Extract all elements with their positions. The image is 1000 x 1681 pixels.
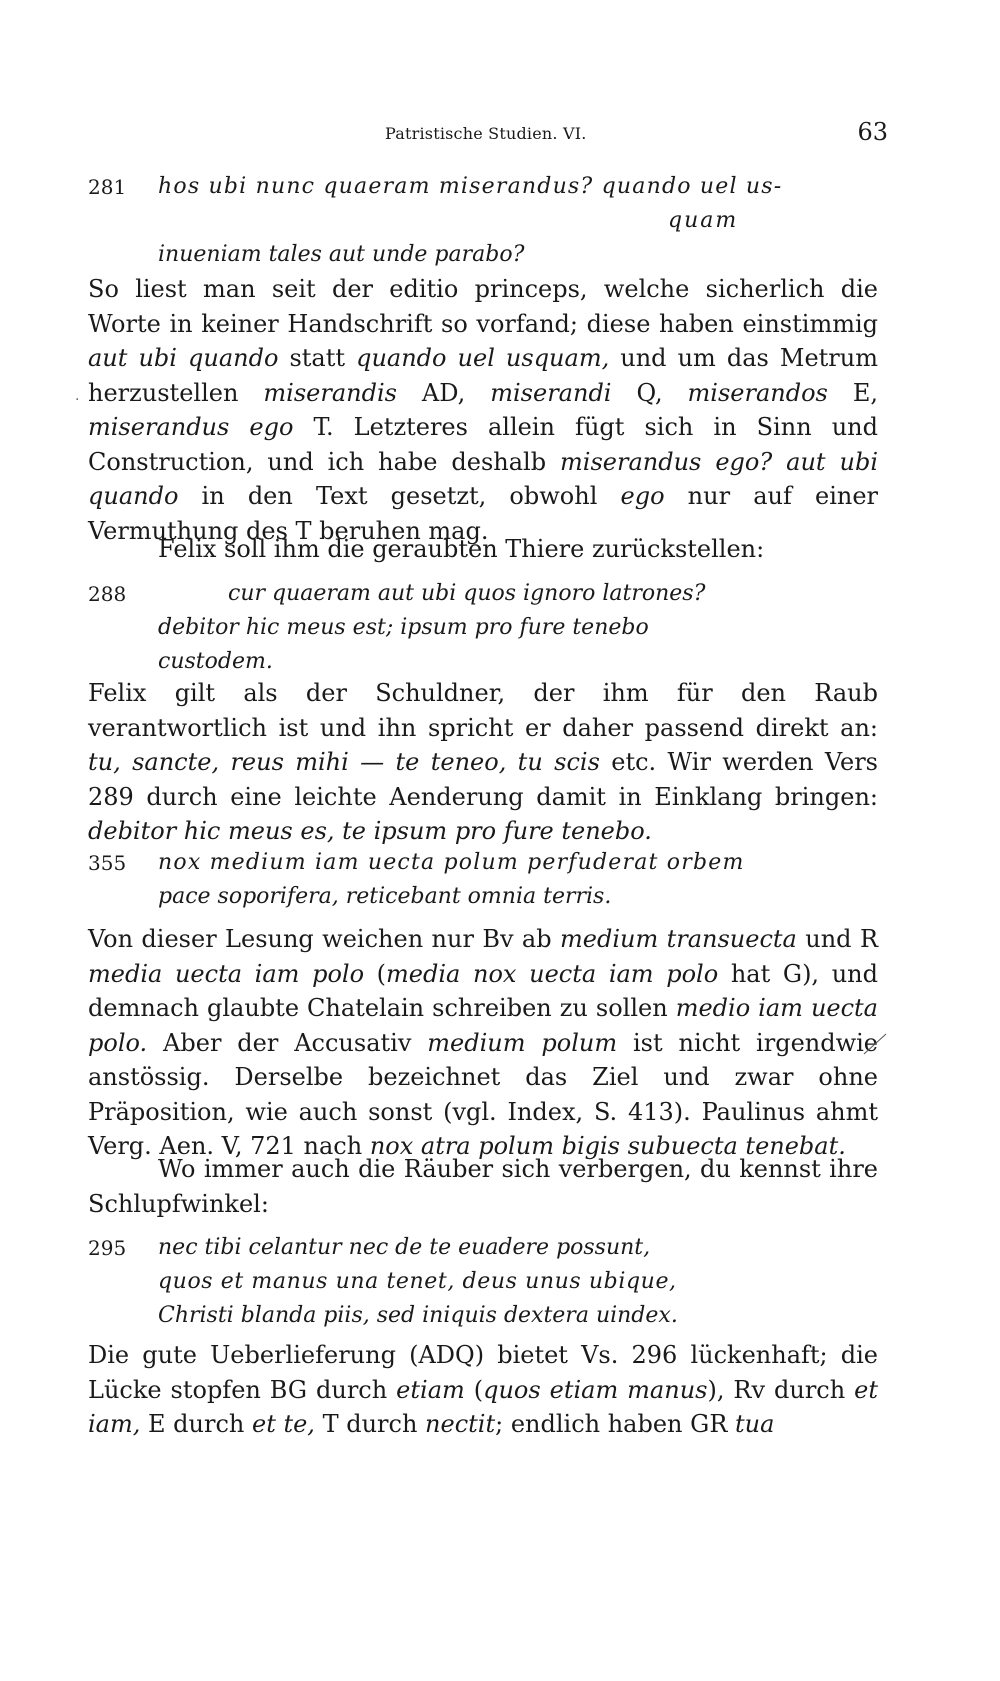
verse-line <box>80 577 880 611</box>
text-run: und um das Metrum herzustellen <box>88 344 878 407</box>
verse-line <box>80 1231 880 1265</box>
italic-run: nox atra polum bigis subuecta tenebat. <box>369 1132 846 1160</box>
verse-line <box>80 880 880 914</box>
verse-line <box>80 1299 880 1333</box>
italic-run: debitor hic meus es, te ipsum pro fure tenebo. <box>88 817 652 845</box>
verse-line <box>80 1265 880 1299</box>
text-run: und R <box>796 925 879 953</box>
paragraph <box>88 1152 878 1221</box>
text-run: T durch <box>314 1410 426 1438</box>
text-run: T. Letzteres allein fügt sich in Sinn und Construction, und ich habe deshalb <box>88 413 878 476</box>
text-run: Von dieser Lesung weichen nur Bv ab <box>88 925 560 953</box>
italic-run: tua <box>735 1410 775 1438</box>
verse-text: quam <box>668 208 739 233</box>
text-run: ; endlich haben GR <box>495 1410 736 1438</box>
verse-number: 355 <box>88 851 127 875</box>
scan-dot-icon: · <box>75 392 80 408</box>
text-run: in den Text gesetzt, obwohl <box>178 482 621 510</box>
verse-number: 288 <box>88 582 127 606</box>
italic-run: nectit <box>425 1410 496 1438</box>
italic-run: media nox uecta iam polo <box>386 959 719 988</box>
paragraph <box>88 532 878 567</box>
italic-run: miserandis <box>263 378 397 407</box>
italic-run: medio iam uecta polo. <box>88 994 878 1057</box>
italic-run: etiam <box>396 1375 465 1404</box>
text-run: hat G), und demnach glaubte Chatelain schreiben zu sollen <box>88 959 878 1022</box>
text-run: nur auf einer Vermuthung des T beruhen mag. <box>88 482 878 545</box>
verse-text: pace soporifera, reticebant omnia terris. <box>158 884 612 909</box>
verse-block-295 <box>80 1231 880 1333</box>
italic-run: medium polum <box>427 1028 618 1057</box>
verse-line <box>80 238 880 272</box>
verse-line <box>80 204 880 238</box>
verse-text: hos ubi nunc quaeram miserandus? quando uel us- <box>158 174 783 199</box>
text-run: Felix soll ihm die geraubten Thiere zurückstellen: <box>158 535 765 563</box>
italic-run: quos etiam manus <box>483 1375 708 1404</box>
verse-text: custodem. <box>158 649 273 674</box>
text-run: etc. Wir werden Vers 289 durch eine leichte Aenderung damit in Einklang bringen: <box>88 748 878 811</box>
text-run: AD, <box>396 378 491 407</box>
verse-block-288 <box>80 577 880 679</box>
verse-line <box>80 846 880 880</box>
text-run: Q, <box>611 378 688 407</box>
margin-mark-icon <box>860 1030 890 1060</box>
running-title: Patristische Studien. VI. <box>385 124 587 143</box>
verse-line <box>80 645 880 679</box>
italic-run: et te, <box>251 1410 315 1438</box>
italic-run: miserandus ego? aut ubi quando <box>88 447 878 510</box>
verse-text: Christi blanda piis, sed iniquis dextera uindex. <box>158 1303 678 1328</box>
text-run: ), Rv durch <box>707 1375 855 1404</box>
italic-run: miserandi <box>490 378 612 407</box>
text-run: Wo immer auch die Räuber sich verbergen, du kennst ihre Schlupfwinkel: <box>88 1155 878 1218</box>
text-run: E, <box>827 378 878 407</box>
italic-run: media uecta iam polo <box>88 959 365 988</box>
text-run: ( <box>464 1375 484 1404</box>
text-run: ( <box>364 959 387 988</box>
italic-run: tu, sancte, reus mihi — te teneo, tu scis <box>88 748 600 776</box>
italic-run: et iam, <box>88 1375 879 1438</box>
paragraph <box>88 1338 878 1442</box>
paragraph <box>88 922 878 1164</box>
text-run: Aber der Accusativ <box>147 1028 428 1057</box>
italic-run: medium transuecta <box>560 925 797 953</box>
italic-run: ego <box>620 482 665 510</box>
text-run: E durch <box>140 1410 252 1438</box>
verse-line <box>80 611 880 645</box>
verse-text: cur quaeram aut ubi quos ignoro latrones? <box>228 581 706 606</box>
verse-text: nec tibi celantur nec de te euadere possunt, <box>158 1235 651 1260</box>
text-run: Felix gilt als der Schuldner, der ihm für den Raub verantwortlich ist und ihn spricht er daher passend direkt an: <box>88 679 878 742</box>
text-run: Die gute Ueberlieferung (ADQ) bietet Vs. 296 lückenhaft; die Lücke stopfen BG durch <box>88 1341 878 1404</box>
verse-text: quos et manus una tenet, deus unus ubique, <box>158 1269 677 1294</box>
verse-number: 281 <box>88 175 127 199</box>
italic-run: miserandus ego <box>88 413 294 441</box>
verse-text: debitor hic meus est; ipsum pro fure tenebo <box>158 615 649 640</box>
page-number: 63 <box>857 118 888 146</box>
italic-run: quando uel usquam, <box>356 344 610 372</box>
verse-block-281 <box>80 170 880 272</box>
italic-run: aut ubi quando <box>88 344 279 372</box>
text-run: statt <box>278 344 357 372</box>
italic-run: miserandos <box>687 378 828 407</box>
verse-text: nox medium iam uecta polum perfuderat orbem <box>158 850 745 875</box>
verse-block-355 <box>80 846 880 914</box>
paragraph <box>88 272 878 548</box>
paragraph <box>88 676 878 849</box>
verse-text: inueniam tales aut unde parabo? <box>158 242 525 267</box>
verse-line <box>80 170 880 204</box>
verse-number: 295 <box>88 1236 127 1260</box>
text-run: So liest man seit der editio princeps, welche sicherlich die Worte in keiner Handschrift so vorfand; diese haben einstimmig <box>88 275 878 338</box>
text-run: ist nicht irgendwie anstössig. Derselbe bezeichnet das Ziel und zwar ohne Präposition, wie auch sonst (vgl. Index, S. 413). Paulinus ahmt Verg. Aen. V, 721 nach <box>88 1028 879 1160</box>
